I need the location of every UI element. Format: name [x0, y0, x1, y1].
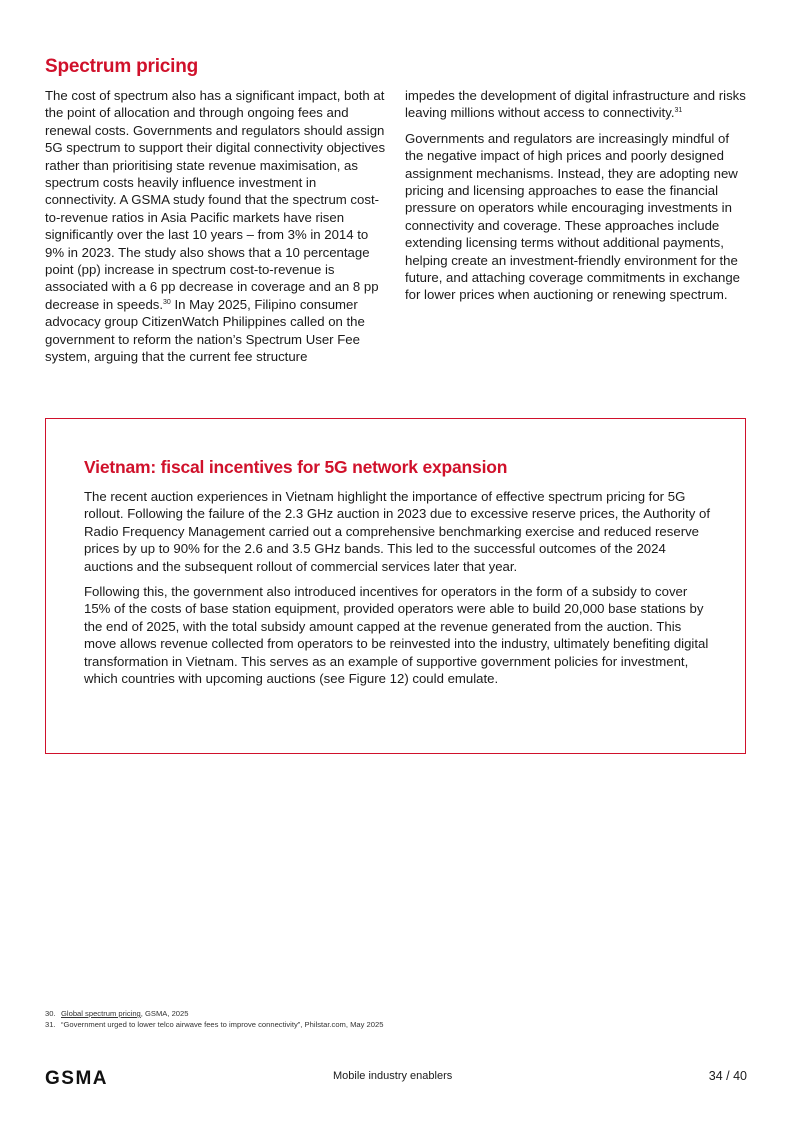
case-study-title: Vietnam: fiscal incentives for 5G network expansion [84, 457, 508, 477]
left-paragraph-1-text-a: The cost of spectrum also has a significant impact, both at the point of allocation and through ongoing fees and renewal costs. Governments and regulators should assign 5G spectrum to support their digital connectivity objectives rather than prioritising state revenue maximisation, as spectrum costs heavily influence investment in connectivity. A GSMA study found that the spectrum cost-to-revenue ratios in Asia Pacific markets have risen significantly over the last 10 years – from 3% in 2014 to 9% in 2023. The study also shows that a 10 percentage point (pp) increase in spectrum cost-to-revenue is associated with a 6 pp decrease in coverage and an 8 pp decrease in speeds. [45, 88, 386, 312]
left-paragraph-1-text-b: In May 2025, Filipino consumer advocacy group CitizenWatch Philippines called on the government to reform the nation’s Spectrum User Fee system, arguing that the current fee structure [45, 296, 365, 365]
footer-section-label: Mobile industry enablers [333, 1070, 453, 1082]
case-study-paragraph-1: The recent auction experiences in Vietnam highlight the importance of effective spectrum pricing for 5G rollout. Following the failure of the 2.3 GHz auction in 2023 due to excessive reserve prices, the Authority of Radio Frequency Management carried out a comprehensive benchmarking exercise and reduced reserve prices by up to 90% for the 2.6 and 3.5 GHz bands. This led to the successful outcomes of the 2024 auctions and the subsequent rollout of commercial services later that year. [84, 489, 711, 574]
footnotes [45, 1008, 383, 1030]
right-paragraph-2: Governments and regulators are increasingly mindful of the negative impact of high prices and poorly designed assignment mechanisms. Instead, they are adopting new pricing and licensing approaches to ease the financial pressure on operators while encouraging investments in connectivity and coverage. These approaches include extending licensing terms without additional payments, helping create an investment-friendly environment for the future, and attaching coverage commitments in exchange for lower prices when auctioning or renewing spectrum. [405, 130, 741, 303]
footnote-31 [45, 1019, 383, 1030]
footnote-text: , GSMA, 2025 [140, 1009, 189, 1018]
right-column [405, 87, 750, 312]
footnote-number: 31. [45, 1020, 56, 1029]
footnote-number: 30. [45, 1009, 56, 1018]
footnote-30 [45, 1008, 383, 1019]
section-title: Spectrum pricing [45, 56, 199, 77]
right-paragraph-1 [405, 87, 750, 122]
footnote-ref-31[interactable]: 31 [674, 107, 683, 115]
footnote-link-global-spectrum-pricing[interactable]: Global spectrum pricing [61, 1009, 141, 1018]
case-study-box [45, 418, 746, 754]
right-paragraph-1-text: impedes the development of digital infrastructure and risks leaving millions without access to connectivity. [405, 88, 746, 121]
case-study-body [84, 488, 714, 695]
left-column [45, 87, 390, 374]
case-study-paragraph-2: Following this, the government also introduced incentives for operators in the form of a subsidy to cover 15% of the costs of base station equipment, provided operators were able to build 20,000 base stations by the end of 2025, with the total subsidy amount capped at the revenue generated from the auction. This move allows revenue collected from operators to be reinvested into the industry, ultimately benefiting digital transformation in Vietnam. This serves as an example of supportive government policies for investment, which countries with upcoming auctions (see Figure 12) could emulate. [84, 584, 709, 687]
footnote-text: “Government urged to lower telco airwave fees to improve connectivity”, Philstar.com, May 2025 [61, 1020, 384, 1029]
left-paragraph-1 [45, 87, 390, 366]
footnote-ref-30[interactable]: 30 [163, 298, 171, 306]
gsma-logo: GSMA [45, 1068, 108, 1089]
page-number: 34 / 40 [708, 1069, 747, 1083]
